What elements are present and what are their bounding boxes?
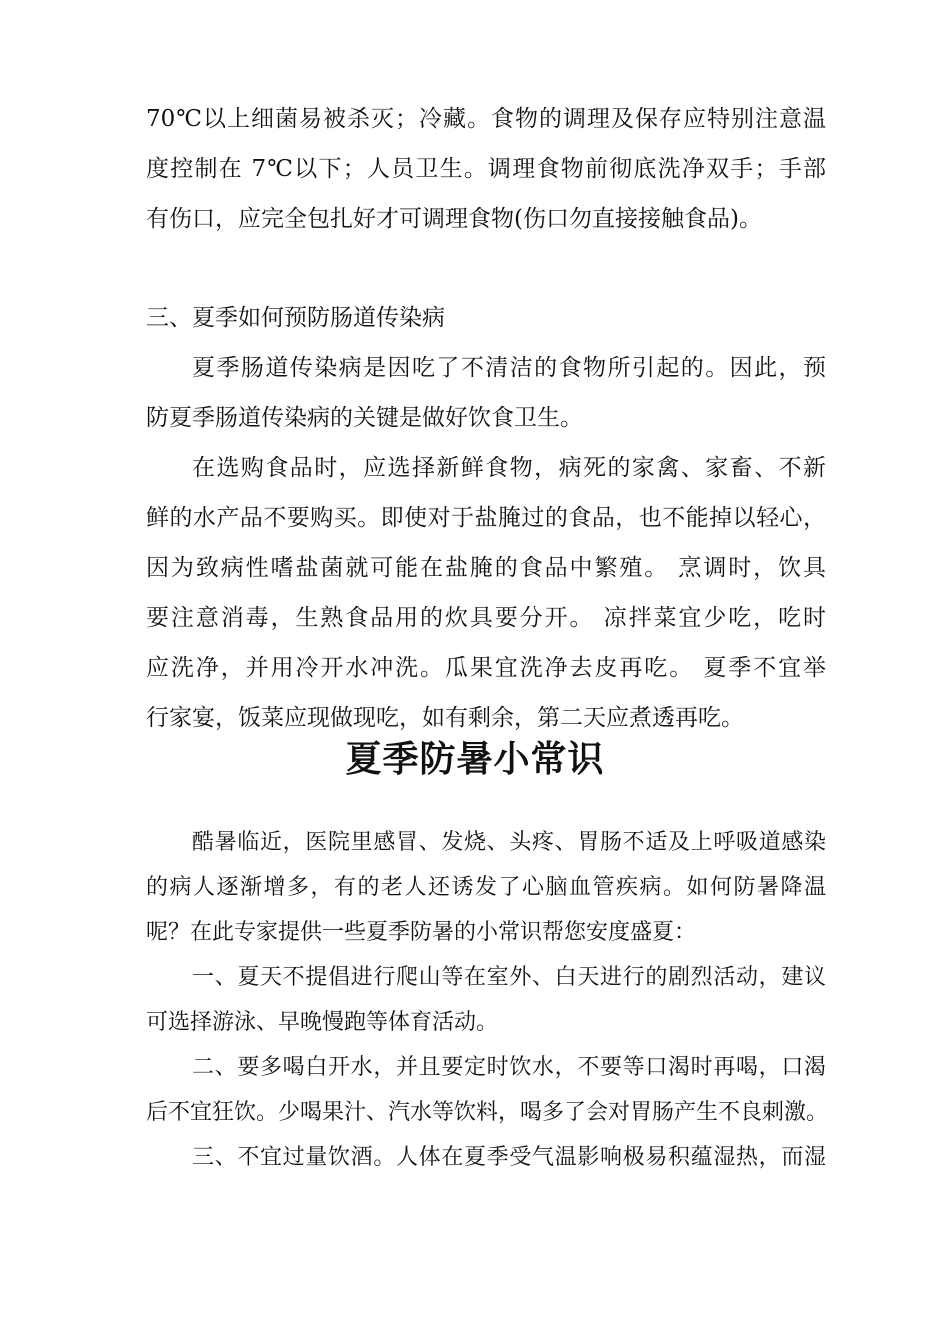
section-paragraph-line: 夏季肠道传染病是因吃了不清洁的食物所引起的。因此，预 <box>192 355 826 381</box>
article-title: 夏季防暑小常识 <box>345 739 605 780</box>
tip-line: 后不宜狂饮。少喝果汁、汽水等饮料，喝多了会对胃肠产生不良刺激。 <box>146 1100 829 1125</box>
tip-line: 可选择游泳、早晚慢跑等体育活动。 <box>146 1010 499 1035</box>
intro-line: 的病人逐渐增多，有的老人还诱发了心脑血管疾病。如何防暑降温 <box>146 875 826 900</box>
section-paragraph-line: 应洗净，并用冷开水冲洗。瓜果宜洗净去皮再吃。 夏季不宜举 <box>146 655 826 681</box>
section-paragraph-line: 在选购食品时，应选择新鲜食物，病死的家禽、家畜、不新 <box>192 455 826 481</box>
section-paragraph-line: 要注意消毒，生熟食品用的炊具要分开。 凉拌菜宜少吃，吃时 <box>146 605 826 631</box>
tip-line: 二、要多喝白开水，并且要定时饮水，不要等口渴时再喝，口渴 <box>192 1055 826 1080</box>
top-paragraph-line-3: 有伤口，应完全包扎好才可调理食物(伤口勿直接接触食品)。 <box>146 206 762 232</box>
intro-line: 酷暑临近，医院里感冒、发烧、头疼、胃肠不适及上呼吸道感染 <box>192 830 826 855</box>
section-heading: 三、夏季如何预防肠道传染病 <box>146 305 445 331</box>
section-paragraph-line: 防夏季肠道传染病的关键是做好饮食卫生。 <box>146 405 583 431</box>
intro-line: 呢？在此专家提供一些夏季防暑的小常识帮您安度盛夏： <box>146 920 697 945</box>
top-paragraph-line-1: 70℃以上细菌易被杀灭；冷藏。食物的调理及保存应特别注意温 <box>146 106 826 132</box>
section-paragraph-line: 行家宴，饭菜应现做现吃，如有剩余，第二天应煮透再吃。 <box>146 705 744 731</box>
section-paragraph-line: 鲜的水产品不要购买。即使对于盐腌过的食品，也不能掉以轻心， <box>146 505 826 531</box>
section-paragraph-line: 因为致病性嗜盐菌就可能在盐腌的食品中繁殖。 烹调时，饮具 <box>146 555 826 581</box>
top-paragraph-line-2: 度控制在 7℃以下；人员卫生。调理食物前彻底洗净双手；手部 <box>146 156 826 182</box>
tip-line: 三、不宜过量饮酒。人体在夏季受气温影响极易积蕴湿热，而湿 <box>192 1145 826 1170</box>
tip-line: 一、夏天不提倡进行爬山等在室外、白天进行的剧烈活动，建议 <box>192 965 826 990</box>
